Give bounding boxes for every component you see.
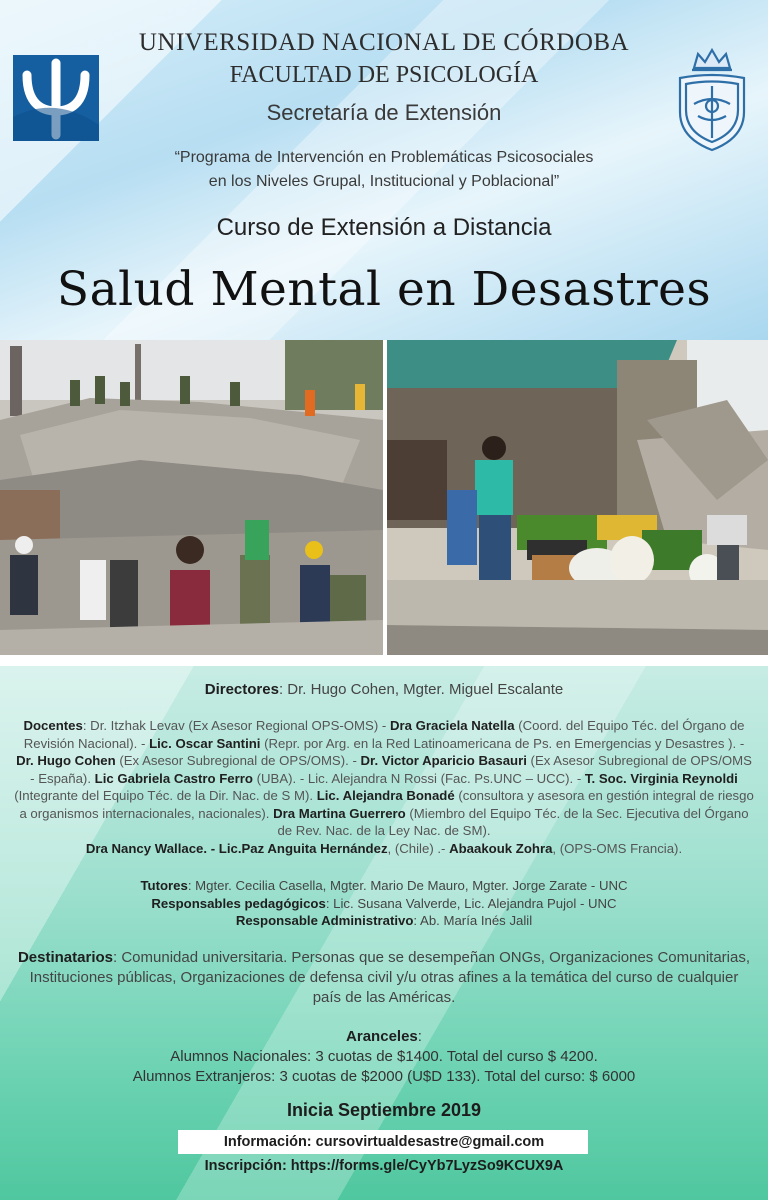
resp-pedagogicos-label: Responsables pedagógicos <box>151 895 326 911</box>
destinatarios-paragraph <box>14 948 754 1008</box>
docentes-4-note: (Ex Asesor Subregional de OPS/OMS). - <box>115 753 361 768</box>
tutores-block <box>14 877 754 930</box>
resp-pedagogicos-text: : Lic. Susana Valverde, Lic. Alejandra Pujol - UNC <box>325 895 617 911</box>
docentes-8-note: (consultora y asesora en gestión integral de riesgo a organismos internacionales, nacionales). <box>19 788 754 821</box>
alumnos-extranjeros-text: : 3 cuotas de $2000 (U$D 133). Total del curso: $ 6000 <box>271 1068 636 1085</box>
destinatarios-text: : Comunidad universitaria. Personas que se desempeñan ONGs, Organizaciones Comunitarias, Instituciones públicas, Organizaciones de defensa civil y/u otras afines a la temática del curso de cualquier país de las Américas. <box>29 949 751 1006</box>
resp-pedagogicos-line <box>14 895 754 913</box>
docentes-6-note: (UBA). - Lic. Alejandra N Rossi (Fac. Ps.UNC – UCC). - <box>252 770 585 786</box>
program-line-2: en los Niveles Grupal, Institucional y Poblacional” <box>208 173 560 190</box>
directores-text: : Dr. Hugo Cohen, Mgter. Miguel Escalante <box>278 681 564 698</box>
tutores-text: : Mgter. Cecilia Casella, Mgter. Mario De Mauro, Mgter. Jorge Zarate - UNC <box>187 878 628 893</box>
docentes-paragraph <box>14 717 754 857</box>
aranceles-block <box>14 1027 754 1087</box>
street-market-damaged-building-photo <box>387 340 768 655</box>
docentes-11-note: , (OPS-OMS Francia). <box>552 840 683 856</box>
course-info-section <box>0 666 768 1200</box>
aranceles-heading <box>14 1027 754 1047</box>
tutores-line <box>14 877 754 895</box>
destinatarios-label: Destinatarios <box>17 949 114 966</box>
aranceles-colon: : <box>417 1028 422 1045</box>
poster-header <box>0 0 768 340</box>
docentes-10-note: , (Chile) .- <box>387 840 450 856</box>
docentes-7-note: (Integrante del Equipo Téc. de la Dir. Nac. de S M). <box>14 788 317 803</box>
docentes-6: Lic Gabriela Castro Ferro <box>94 770 253 786</box>
docentes-5-note: (Ex Asesor Subregional de OPS/OMS - España). <box>30 753 752 786</box>
docentes-10: Dra Nancy Wallace. - Lic.Paz Anguita Hernández <box>85 840 388 856</box>
docentes-9: Dra Martina Guerrero <box>273 805 406 821</box>
docentes-4: Dr. Hugo Cohen <box>16 753 116 768</box>
docentes-label: Docentes <box>23 718 83 733</box>
resp-administrativo-label: Responsable Administrativo <box>235 913 414 928</box>
program-line-1: “Programa de Intervención en Problemáticas Psicosociales <box>174 149 594 166</box>
docentes-3-note: (Repr. por Arg. en la Red Latinoamericana de Ps. en Emergencias y Desastres ). - <box>260 735 745 751</box>
docentes-5: Dr. Victor Aparicio Basauri <box>360 753 527 768</box>
start-date: Inicia Septiembre 2019 <box>286 1100 482 1120</box>
alumnos-nacionales-text: : 3 cuotas de $1400. Total del curso $ 4200. <box>306 1048 598 1065</box>
course-type: Curso de Extensión a Distancia <box>216 214 552 241</box>
alumnos-extranjeros-line <box>14 1067 754 1087</box>
rescue-workers-rubble-photo <box>0 340 383 655</box>
docentes-1-note: (Ex Asesor Regional OPS-OMS) - <box>184 718 390 733</box>
docentes-2-note: (Coord. del Equipo Téc. del Órgano de Revisión Nacional). - <box>23 718 745 751</box>
faculty-name: FACULTAD DE PSICOLOGÍA <box>229 62 539 88</box>
docentes-1: : Dr. Itzhak Levav <box>82 718 185 733</box>
docentes-2: Dra Graciela Natella <box>389 718 515 733</box>
alumnos-nacionales-label: Alumnos Nacionales <box>170 1048 307 1065</box>
program-name <box>100 146 668 194</box>
docentes-8: Lic. Alejandra Bonadé <box>316 788 455 803</box>
inscription-link[interactable]: Inscripción: https://forms.gle/CyYb7LyzSo9KCUX9A <box>204 1158 564 1174</box>
course-title: Salud Mental en Desastres <box>56 262 712 317</box>
alumnos-nacionales-line <box>14 1047 754 1067</box>
docentes-3: Lic. Oscar Santini <box>149 735 261 751</box>
docentes-11: Abaakouk Zohra <box>449 840 553 856</box>
docentes-9-note: (Miembro del Equipo Téc. de la Sec. Ejecutiva del Órgano de Rev. Nac. de la Ley Nac. de SM). <box>277 805 749 838</box>
docentes-7: T. Soc. Virginia Reynoldi <box>584 770 738 786</box>
tutores-label: Tutores <box>140 878 188 893</box>
resp-administrativo-line <box>14 912 754 930</box>
info-email-link[interactable]: Información: cursovirtualdesastre@gmail.com <box>223 1134 545 1150</box>
unc-crest-icon <box>672 46 752 154</box>
directores-label: Directores <box>204 681 279 698</box>
alumnos-extranjeros-label: Alumnos Extranjeros <box>132 1068 272 1085</box>
resp-administrativo-text: : Ab. María Inés Jalil <box>413 913 533 928</box>
directores-line <box>14 681 754 699</box>
secretariat-name: Secretaría de Extensión <box>266 100 502 125</box>
aranceles-label: Aranceles <box>346 1028 418 1045</box>
university-name: UNIVERSIDAD NACIONAL DE CÓRDOBA <box>138 29 630 56</box>
